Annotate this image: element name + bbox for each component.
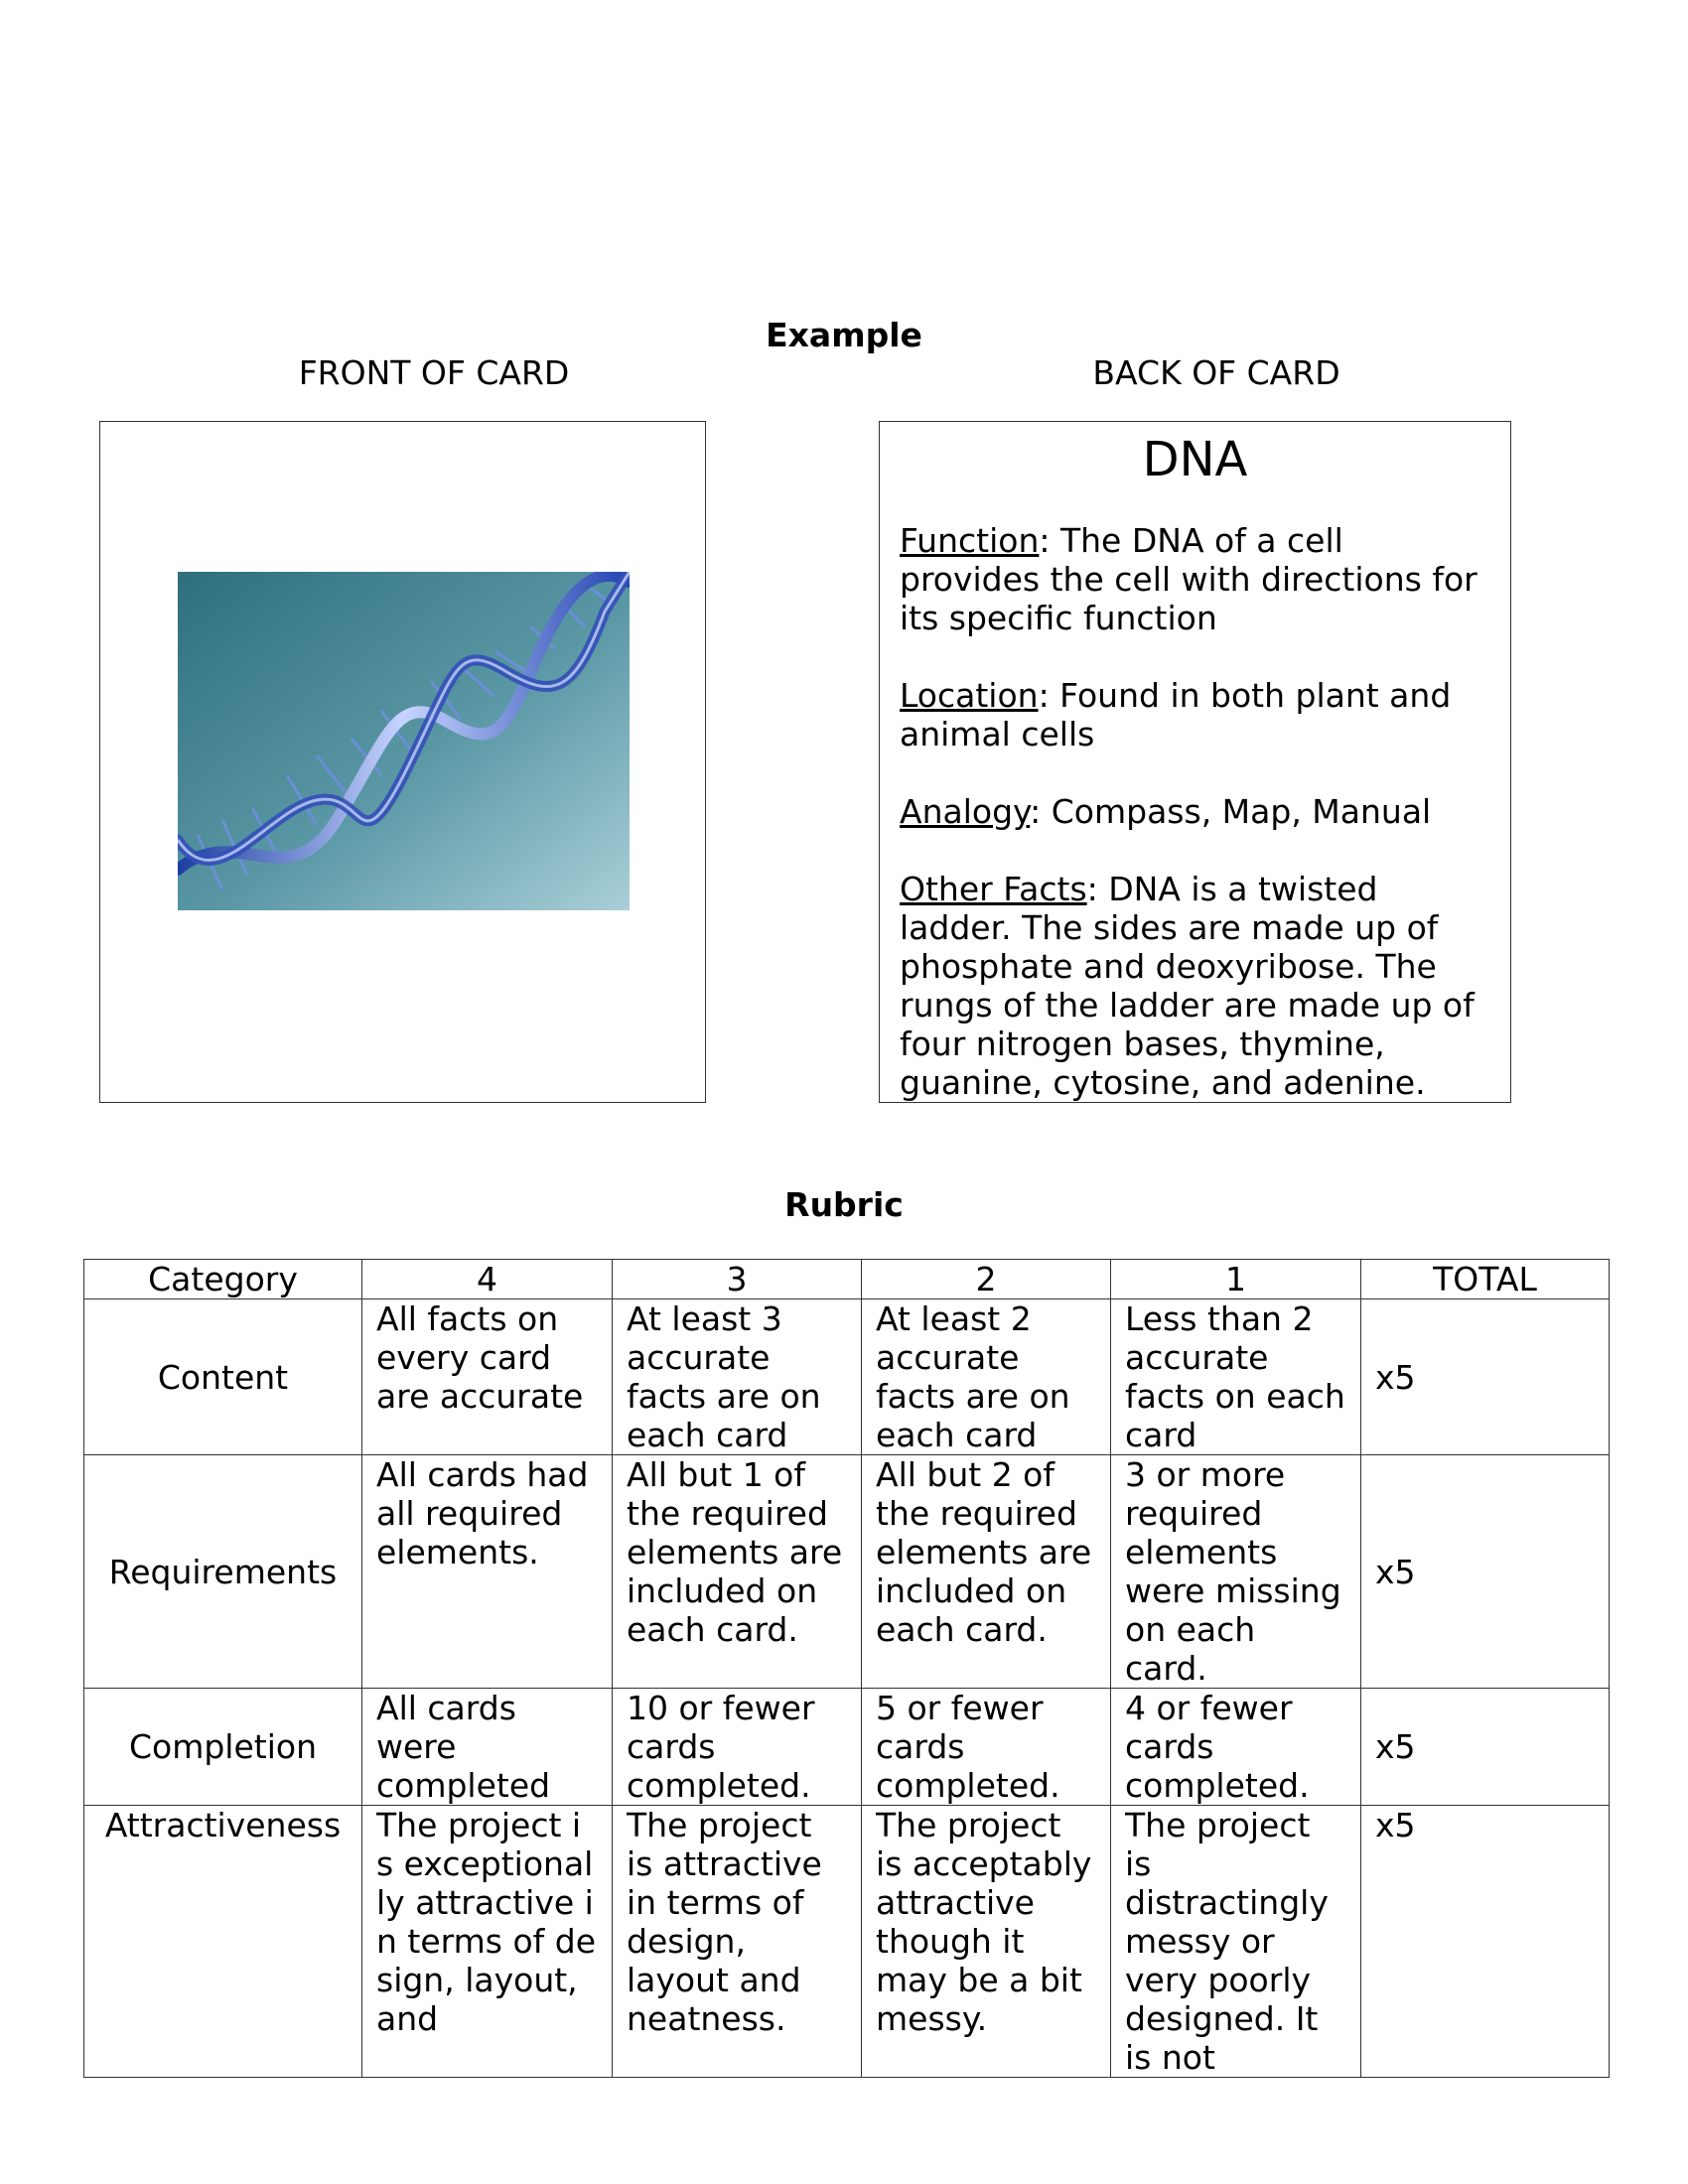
function-text: : The DNA of a cell provides the cell with directions for its specific function bbox=[900, 521, 1477, 637]
table-row bbox=[84, 1806, 1610, 2078]
score-1-cell: 4 or fewer cards completed. bbox=[1111, 1689, 1361, 1806]
score-1-text: The project is distractingly messy or very poorly designed. It is not bbox=[1125, 1806, 1329, 2077]
back-card bbox=[879, 421, 1511, 1103]
score-4-cell: All facts on every card are accurate bbox=[362, 1299, 613, 1455]
total-cell: x5 bbox=[1361, 1806, 1610, 2078]
back-of-card-label: BACK OF CARD bbox=[1092, 353, 1340, 392]
other-facts-label: Other Facts bbox=[900, 870, 1087, 908]
score-2-cell bbox=[862, 1806, 1111, 2078]
category-cell: Attractiveness bbox=[84, 1806, 362, 2078]
score-1-cell bbox=[1111, 1806, 1361, 2078]
rubric-table bbox=[83, 1259, 1610, 2078]
score-2-cell: All but 2 of the required elements are included on each card. bbox=[862, 1455, 1111, 1689]
function-fact bbox=[900, 521, 1492, 637]
score-3-cell bbox=[613, 1806, 862, 2078]
rubric-header-row bbox=[84, 1260, 1610, 1299]
score-3-cell: 10 or fewer cards completed. bbox=[613, 1689, 862, 1806]
total-cell: x5 bbox=[1361, 1299, 1610, 1455]
score-2-cell: 5 or fewer cards completed. bbox=[862, 1689, 1111, 1806]
other-facts bbox=[900, 870, 1492, 1102]
category-cell: Content bbox=[84, 1299, 362, 1455]
location-text: : Found in both plant and animal cells bbox=[900, 676, 1452, 753]
score-1-cell: 3 or more required elements were missing on each card. bbox=[1111, 1455, 1361, 1689]
front-of-card-label: FRONT OF CARD bbox=[298, 353, 570, 392]
score-4-cell: All cards had all required elements. bbox=[362, 1455, 613, 1689]
location-label: Location bbox=[900, 676, 1039, 715]
score-4-text: The project is exceptionally attractive in terms of design, layout, and bbox=[376, 1806, 597, 2038]
header-category: Category bbox=[84, 1260, 362, 1299]
score-4-cell bbox=[362, 1806, 613, 2078]
dna-double-helix-image bbox=[178, 572, 630, 910]
other-facts-text: : DNA is a twisted ladder. The sides are made up of phosphate and deoxyribose. The rungs of the ladder are made up of four nitrogen bases, thymine, guanine, cytosine, and adenine. bbox=[900, 870, 1475, 1102]
category-cell: Requirements bbox=[84, 1455, 362, 1689]
header-score-1: 1 bbox=[1111, 1260, 1361, 1299]
header-score-4: 4 bbox=[362, 1260, 613, 1299]
score-3-cell: All but 1 of the required elements are included on each card. bbox=[613, 1455, 862, 1689]
score-3-text: The project is attractive in terms of design, layout and neatness. bbox=[627, 1806, 822, 2038]
header-score-3: 3 bbox=[613, 1260, 862, 1299]
analogy-label: Analogy bbox=[900, 792, 1031, 831]
total-cell: x5 bbox=[1361, 1455, 1610, 1689]
score-4-cell: All cards were completed bbox=[362, 1689, 613, 1806]
function-label: Function bbox=[900, 521, 1040, 560]
location-fact bbox=[900, 676, 1492, 753]
table-row bbox=[84, 1455, 1610, 1689]
header-score-2: 2 bbox=[862, 1260, 1111, 1299]
header-total: TOTAL bbox=[1361, 1260, 1610, 1299]
rubric-heading: Rubric bbox=[784, 1185, 904, 1224]
back-card-body bbox=[900, 521, 1492, 1103]
table-row bbox=[84, 1689, 1610, 1806]
example-heading: Example bbox=[766, 316, 922, 354]
table-row bbox=[84, 1299, 1610, 1455]
score-1-cell: Less than 2 accurate facts on each card bbox=[1111, 1299, 1361, 1455]
front-card bbox=[99, 421, 706, 1103]
analogy-fact bbox=[900, 792, 1492, 831]
back-card-title: DNA bbox=[1142, 432, 1248, 487]
category-cell: Completion bbox=[84, 1689, 362, 1806]
total-cell: x5 bbox=[1361, 1689, 1610, 1806]
score-2-cell: At least 2 accurate facts are on each card bbox=[862, 1299, 1111, 1455]
score-3-cell: At least 3 accurate facts are on each card bbox=[613, 1299, 862, 1455]
score-2-text: The project is acceptably attractive though it may be a bit messy. bbox=[876, 1806, 1092, 2038]
analogy-text: : Compass, Map, Manual bbox=[1030, 792, 1432, 831]
